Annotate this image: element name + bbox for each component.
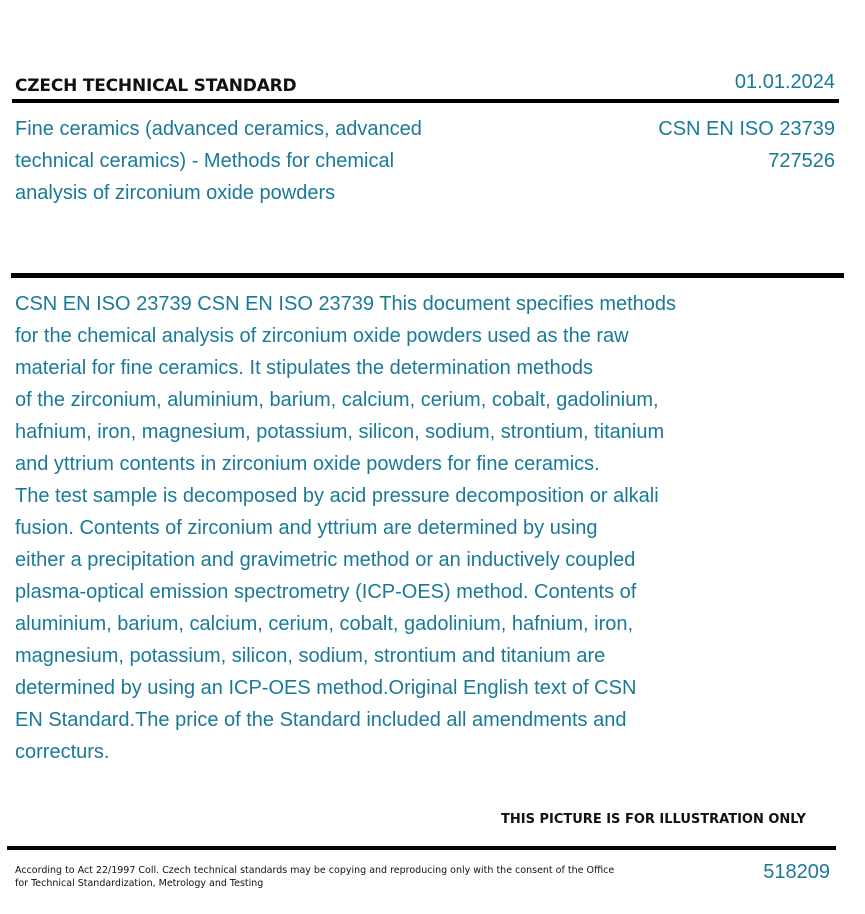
standard-code: CSN EN ISO 23739	[658, 118, 835, 140]
section-rule	[11, 273, 844, 278]
header-label: CZECH TECHNICAL STANDARD	[15, 76, 297, 96]
footer-rule	[7, 846, 836, 850]
header-rule	[12, 99, 839, 103]
description-line: material for fine ceramics. It stipulates the determination methods	[15, 357, 594, 379]
description	[15, 288, 775, 768]
catalog-number: 727526	[768, 150, 835, 172]
description-line: for the chemical analysis of zirconium oxide powders used as the raw	[15, 325, 629, 347]
legal-line: According to Act 22/1997 Coll. Czech technical standards may be copying and reproducing only with the consent of the Office	[15, 865, 615, 876]
description-line: CSN EN ISO 23739 CSN EN ISO 23739 This document specifies methods	[15, 293, 677, 315]
description-line: magnesium, potassium, silicon, sodium, strontium and titanium are	[15, 645, 606, 667]
title-line: Fine ceramics (advanced ceramics, advanced	[15, 118, 422, 140]
document-title	[15, 113, 485, 209]
description-line: aluminium, barium, calcium, cerium, cobalt, gadolinium, hafnium, iron,	[15, 613, 634, 635]
title-line: analysis of zirconium oxide powders	[15, 182, 336, 204]
description-line: determined by using an ICP-OES method.Original English text of CSN	[15, 677, 637, 699]
standard-codes	[658, 113, 835, 177]
legal-line: for Technical Standardization, Metrology and Testing	[15, 878, 264, 889]
title-line: technical ceramics) - Methods for chemical	[15, 150, 395, 172]
footer-number: 518209	[763, 861, 830, 883]
description-line: correcturs.	[15, 741, 110, 763]
legal-notice	[15, 864, 615, 890]
description-line: hafnium, iron, magnesium, potassium, silicon, sodium, strontium, titanium	[15, 421, 665, 443]
description-line: either a precipitation and gravimetric method or an inductively coupled	[15, 549, 636, 571]
description-line: plasma-optical emission spectrometry (ICP-OES) method. Contents of	[15, 581, 637, 603]
description-line: The test sample is decomposed by acid pressure decomposition or alkali	[15, 485, 659, 507]
description-line: EN Standard.The price of the Standard included all amendments and	[15, 709, 627, 731]
header-date: 01.01.2024	[734, 71, 835, 93]
description-line: of the zirconium, aluminium, barium, calcium, cerium, cobalt, gadolinium,	[15, 389, 659, 411]
description-line: and yttrium contents in zirconium oxide powders for fine ceramics.	[15, 453, 600, 475]
description-line: fusion. Contents of zirconium and yttrium are determined by using	[15, 517, 598, 539]
illustration-note: THIS PICTURE IS FOR ILLUSTRATION ONLY	[501, 812, 806, 827]
